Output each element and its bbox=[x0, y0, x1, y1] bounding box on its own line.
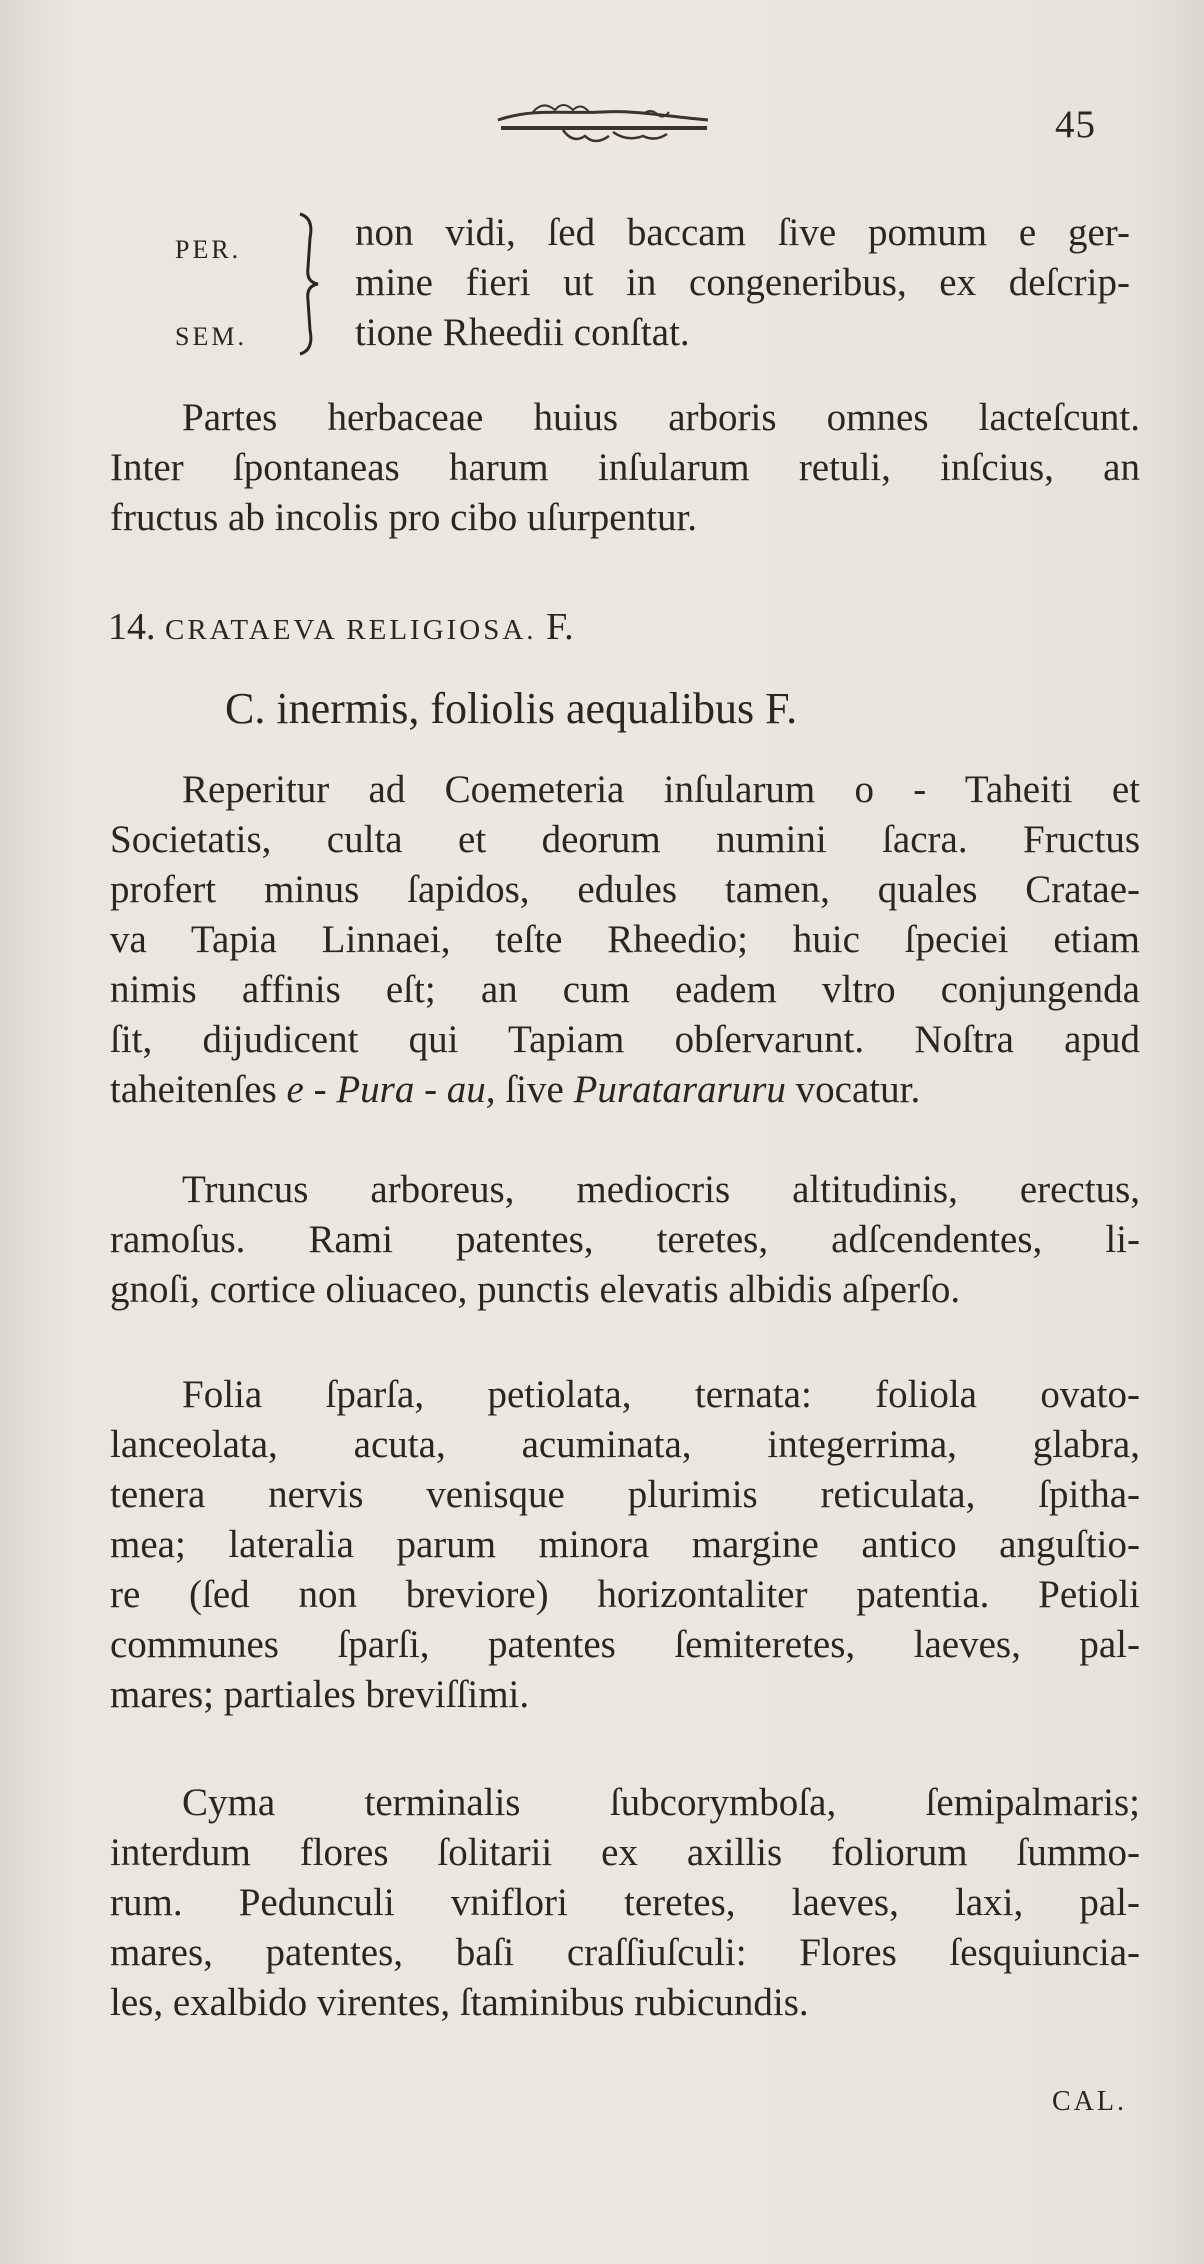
per-sem-text bbox=[355, 208, 1130, 358]
paragraph-truncus bbox=[110, 1165, 1140, 1315]
vernacular-name: Puratararuru bbox=[573, 1068, 786, 1111]
text-line: lanceolata, acuta, acuminata, integerrima, glabra, bbox=[110, 1423, 1140, 1466]
text-line: va Tapia Linnaei, teſte Rheedio; huic ſpeciei etiam bbox=[110, 918, 1140, 961]
text-line: Cyma terminalis ſubcorymboſa, ſemipalmaris; bbox=[182, 1781, 1140, 1824]
text-line: mine fieri ut in congeneribus, ex deſcrip- bbox=[355, 261, 1130, 304]
catchword: CAL. bbox=[1052, 2086, 1127, 2117]
species-name: CRATAEVA RELIGIOSA. bbox=[165, 614, 537, 646]
species-number: 14. bbox=[108, 606, 156, 648]
text-fragment: vocatur. bbox=[785, 1068, 921, 1111]
text-line: tione Rheedii conſtat. bbox=[355, 311, 690, 354]
text-line: re (ſed non breviore) horizontaliter patentia. Petioli bbox=[110, 1573, 1140, 1616]
sem-label: SEM. bbox=[175, 322, 247, 351]
species-author: F. bbox=[546, 606, 574, 648]
ornament-headpiece bbox=[493, 98, 715, 148]
page-number: 45 bbox=[1055, 103, 1096, 146]
text-line: rum. Pedunculi vniflori teretes, laeves, laxi, pal- bbox=[110, 1881, 1140, 1924]
paragraph-reperitur bbox=[110, 765, 1140, 1115]
text-line: Folia ſparſa, petiolata, ternata: foliola ovato- bbox=[182, 1373, 1140, 1416]
text-line: ſit, dijudicent qui Tapiam obſervarunt. Noſtra apud bbox=[110, 1018, 1140, 1061]
text-line: communes ſparſi, patentes ſemiteretes, laeves, pal- bbox=[110, 1623, 1140, 1666]
vernacular-name: e - Pura - au, bbox=[286, 1068, 496, 1111]
text-line: ramoſus. Rami patentes, teretes, adſcendentes, li- bbox=[110, 1218, 1140, 1261]
text-line: gnoſi, cortice oliuaceo, punctis elevatis albidis aſperſo. bbox=[110, 1268, 961, 1311]
text-line: Reperitur ad Coemeteria inſularum o - Taheiti et bbox=[182, 768, 1140, 811]
text-line: interdum flores ſolitarii ex axillis foliorum ſummo- bbox=[110, 1831, 1140, 1874]
text-line: Inter ſpontaneas harum inſularum retuli, inſcius, an bbox=[110, 446, 1140, 489]
text-line: non vidi, ſed baccam ſive pomum e ger- bbox=[355, 211, 1130, 254]
text-line: fructus ab incolis pro cibo uſurpentur. bbox=[110, 496, 698, 539]
text-line: mea; lateralia parum minora margine antico anguſtio- bbox=[110, 1523, 1140, 1566]
text-fragment: ſive bbox=[495, 1068, 574, 1111]
per-label: PER. bbox=[175, 235, 242, 264]
text-line: mares, patentes, baſi craſſiuſculi: Flores ſesquiuncia- bbox=[110, 1931, 1140, 1974]
text-line: Societatis, culta et deorum numini ſacra. Fructus bbox=[110, 818, 1140, 861]
text-line: les, exalbido virentes, ſtaminibus rubicundis. bbox=[110, 1981, 809, 2024]
species-diagnosis: C. inermis, foliolis aequalibus F. bbox=[225, 684, 798, 733]
species-heading bbox=[108, 605, 574, 649]
paragraph-partes bbox=[110, 393, 1140, 543]
text-fragment: taheitenſes bbox=[110, 1068, 287, 1111]
text-line: profert minus ſapidos, edules tamen, quales Cratae- bbox=[110, 868, 1140, 911]
text-line: nimis affinis eſt; an cum eadem vltro conjungenda bbox=[110, 968, 1140, 1011]
text-line: tenera nervis venisque plurimis reticulata, ſpitha- bbox=[110, 1473, 1140, 1516]
paragraph-cyma bbox=[110, 1778, 1140, 2028]
text-line: Truncus arboreus, mediocris altitudinis, erectus, bbox=[182, 1168, 1140, 1211]
text-line-last bbox=[110, 1065, 1140, 1115]
text-line: Partes herbaceae huius arboris omnes lacteſcunt. bbox=[182, 396, 1140, 439]
paragraph-folia bbox=[110, 1370, 1140, 1720]
text-line: mares; partiales breviſſimi. bbox=[110, 1673, 530, 1716]
brace-icon bbox=[290, 208, 330, 358]
